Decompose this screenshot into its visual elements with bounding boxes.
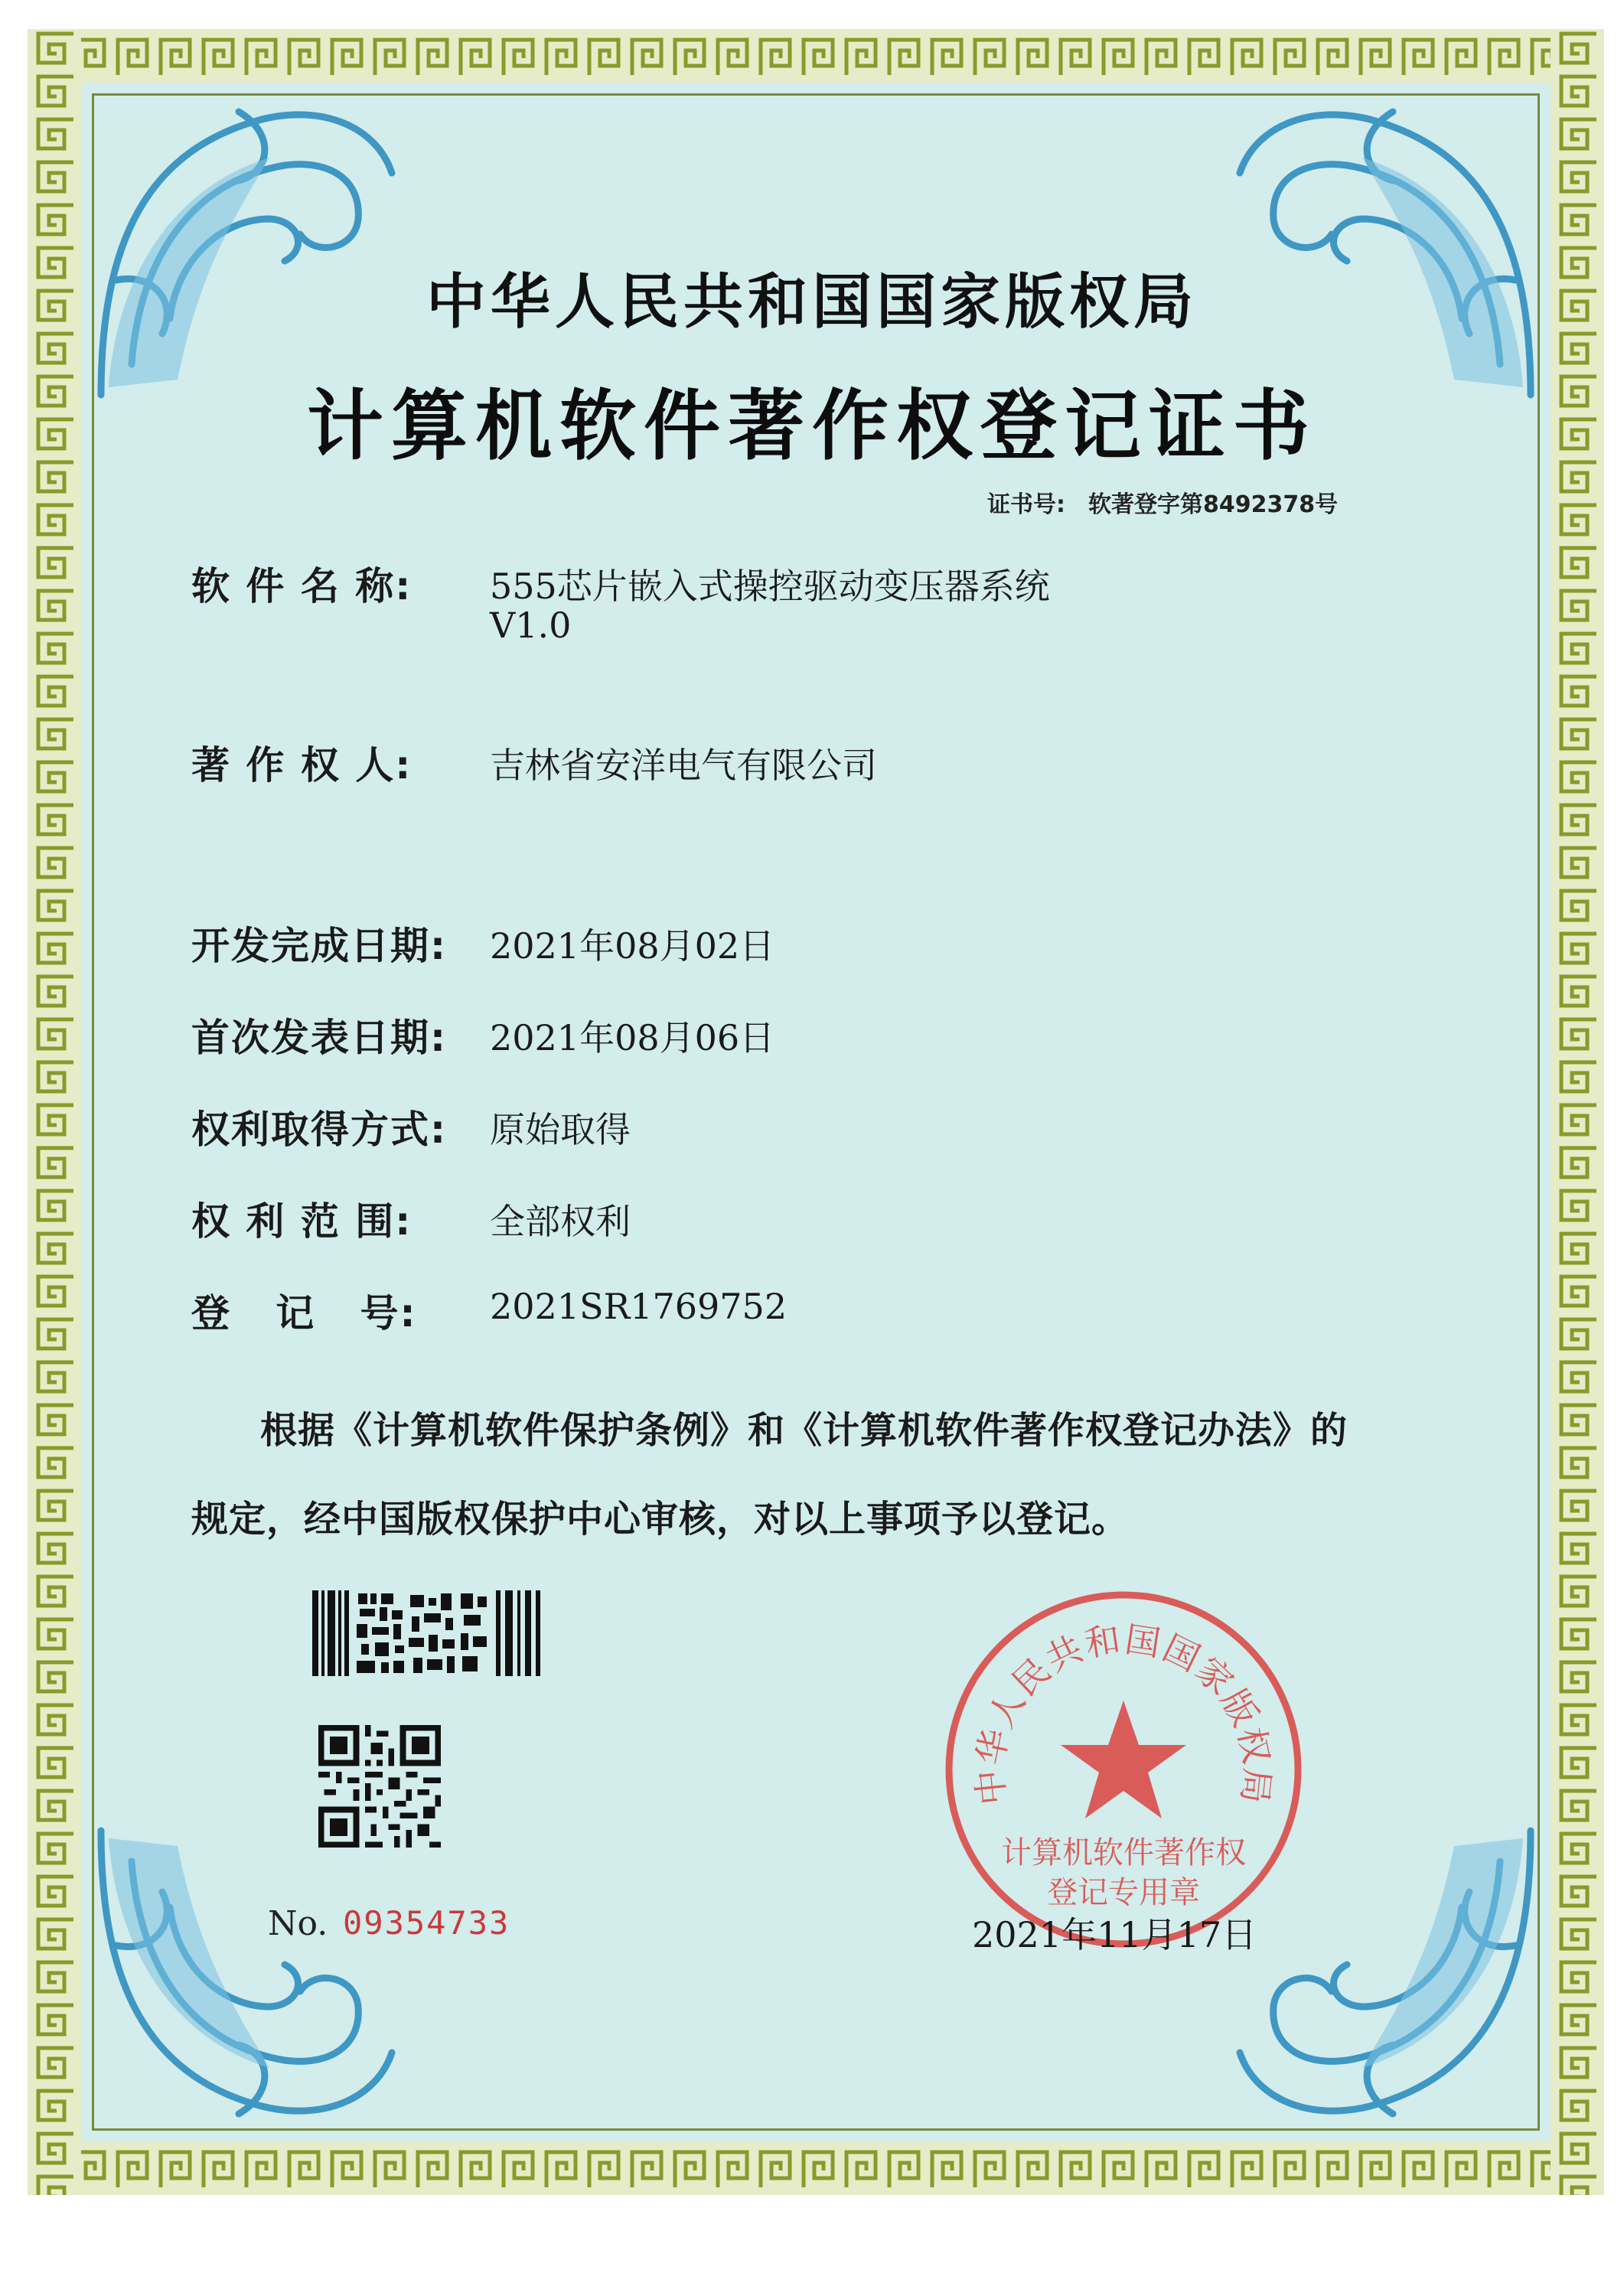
certificate-title: 计算机软件著作权登记证书 xyxy=(307,380,1317,471)
seal-ring-text: 中华人民共和国国家版权局 xyxy=(968,1618,1279,1807)
registration-number-value: 2021SR1769752 xyxy=(490,1286,788,1327)
rights-scope-value: 全部权利 xyxy=(490,1201,631,1242)
ornament-corner-top-right xyxy=(1225,89,1546,410)
greek-key-border-left xyxy=(28,29,81,2195)
acquisition-method-label: 权利取得方式: xyxy=(191,1107,447,1152)
acquisition-method-value: 原始取得 xyxy=(490,1109,631,1150)
greek-key-border-bottom xyxy=(28,2141,1604,2195)
publish-date-label: 首次发表日期: xyxy=(191,1016,447,1060)
certificate-number xyxy=(987,485,1338,519)
serial-number-value: 09354733 xyxy=(343,1904,510,1942)
software-name-value: 555芯片嵌入式操控驱动变压器系统 xyxy=(490,566,1050,607)
statement-line-2: 规定，经中国版权保护中心审核，对以上事项予以登记。 xyxy=(191,1498,1130,1541)
software-version-value: V1.0 xyxy=(490,605,572,646)
star-icon xyxy=(1061,1701,1186,1818)
copyright-owner-label: 著 作 权 人: xyxy=(191,743,413,788)
certificate-number-value: 软著登字第8492378号 xyxy=(1088,491,1339,518)
barcode-icon xyxy=(312,1590,542,1676)
software-name-label: 软 件 名 称: xyxy=(191,564,413,608)
greek-key-border-right xyxy=(1551,29,1604,2195)
dev-date-label: 开发完成日期: xyxy=(191,924,447,968)
serial-number-label: No. xyxy=(268,1904,328,1943)
copyright-owner-value: 吉林省安洋电气有限公司 xyxy=(490,745,877,786)
ornament-corner-top-left xyxy=(86,89,407,410)
statement-line-1: 根据《计算机软件保护条例》和《计算机软件著作权登记办法》的 xyxy=(260,1409,1348,1452)
rights-scope-label: 权 利 范 围: xyxy=(191,1199,413,1244)
seal-inner-line-1: 计算机软件著作权 xyxy=(1001,1835,1246,1870)
seal-inner-line-2: 登记专用章 xyxy=(1047,1875,1200,1910)
official-seal xyxy=(940,1586,1307,1953)
certificate-number-label: 证书号: xyxy=(987,491,1065,518)
dev-date-value: 2021年08月02日 xyxy=(490,925,775,967)
issuing-authority: 中华人民共和国国家版权局 xyxy=(426,268,1198,337)
registration-number-label: 登 记 号: xyxy=(191,1291,417,1336)
ornament-corner-bottom-left xyxy=(86,1815,407,2137)
qr-code-icon xyxy=(318,1725,441,1848)
issue-date: 2021年11月17日 xyxy=(972,1914,1257,1955)
greek-key-border-top xyxy=(28,29,1604,83)
publish-date-value: 2021年08月06日 xyxy=(490,1017,775,1058)
